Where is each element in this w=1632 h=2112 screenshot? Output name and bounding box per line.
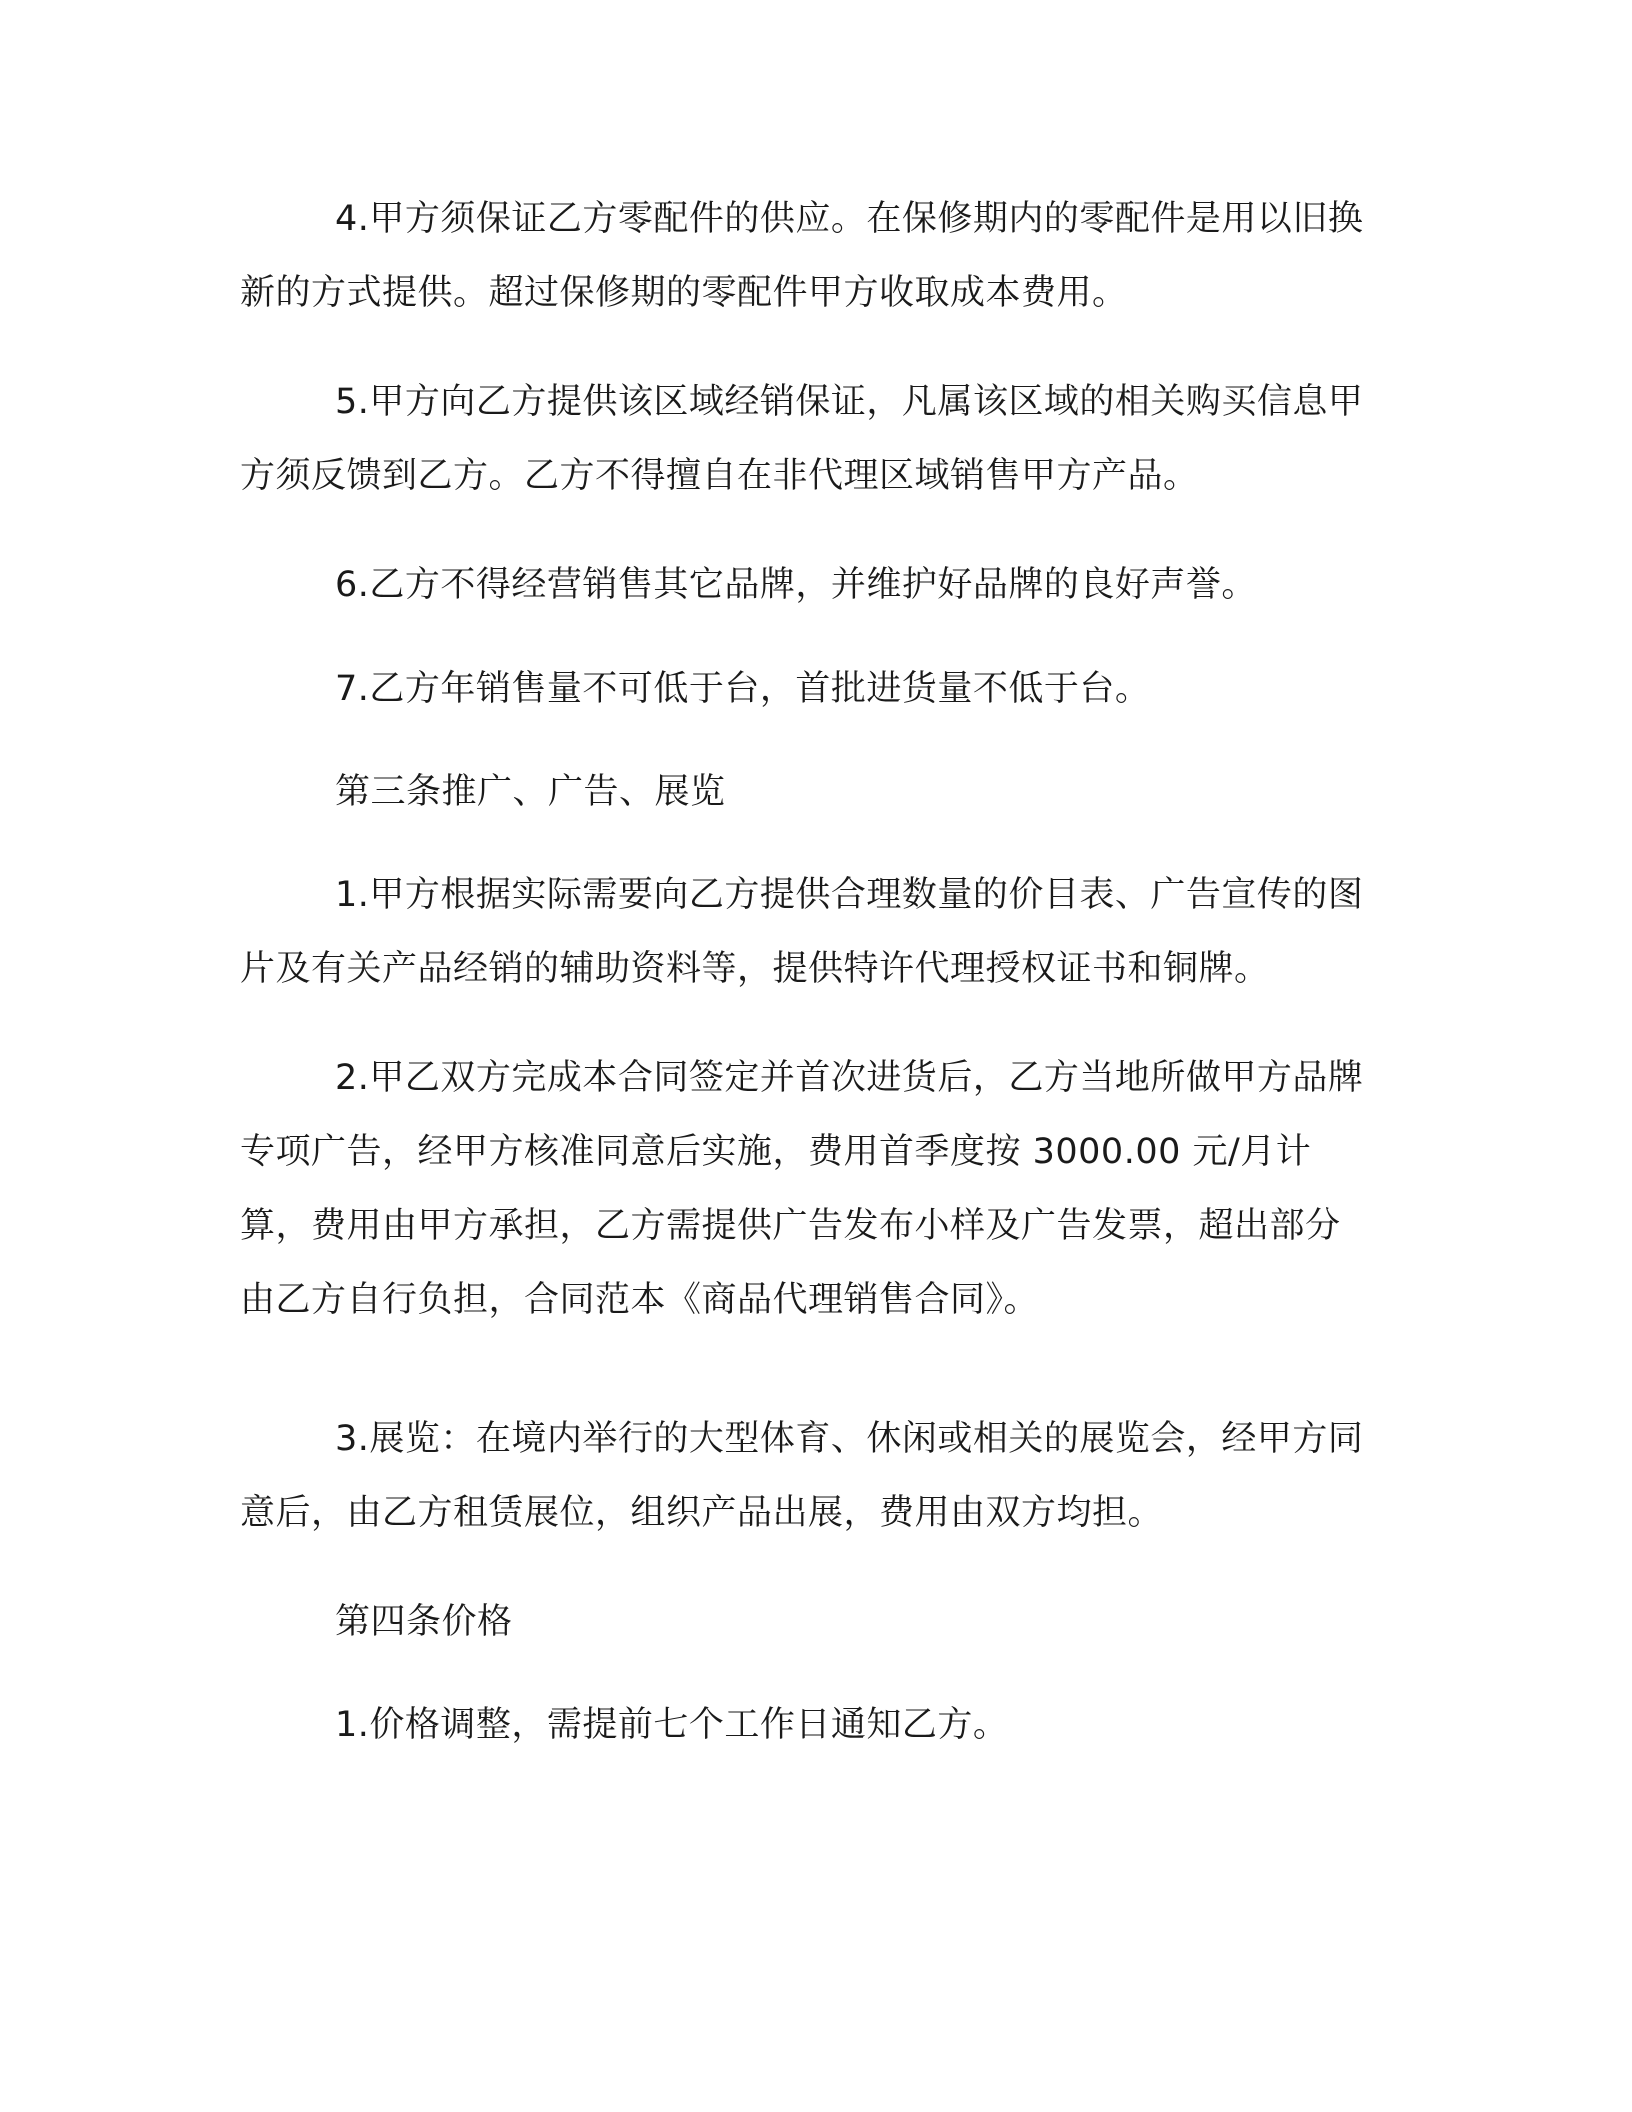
clause-3-item-1: 1.甲方根据实际需要向乙方提供合理数量的价目表、广告宣传的图片及有关产品经销的辅助资料等，提供特许代理授权证书和铜牌。: [240, 875, 1364, 989]
clause-3-heading: 第三条推广、广告、展览: [335, 772, 726, 812]
clause-3-item-2: 2.甲乙双方完成本合同签定并首次进货后，乙方当地所做甲方品牌专项广告，经甲方核准同意后实施，费用首季度按 3000.00 元/月计算，费用由甲方承担，乙方需提供广告发布小样及广告发票，超出部分由乙方自行负担，合同范本《商品代理销售合同》。: [240, 1058, 1364, 1320]
clause-2-item-5: 5.甲方向乙方提供该区域经销保证，凡属该区域的相关购买信息甲方须反馈到乙方。乙方不得擅自在非代理区域销售甲方产品。: [240, 382, 1364, 496]
clause-4-heading: 第四条价格: [335, 1602, 513, 1642]
clause-2-item-4: 4.甲方须保证乙方零配件的供应。在保修期内的零配件是用以旧换新的方式提供。超过保修期的零配件甲方收取成本费用。: [240, 199, 1364, 313]
clause-2-item-7: 7.乙方年销售量不可低于台，首批进货量不低于台。: [335, 669, 1151, 709]
clause-3-item-3: 3.展览：在境内举行的大型体育、休闲或相关的展览会，经甲方同意后，由乙方租赁展位，组织产品出展，费用由双方均担。: [240, 1419, 1364, 1533]
clause-4-item-1: 1.价格调整，需提前七个工作日通知乙方。: [335, 1705, 1009, 1745]
clause-2-item-6: 6.乙方不得经营销售其它品牌，并维护好品牌的良好声誉。: [335, 565, 1257, 605]
